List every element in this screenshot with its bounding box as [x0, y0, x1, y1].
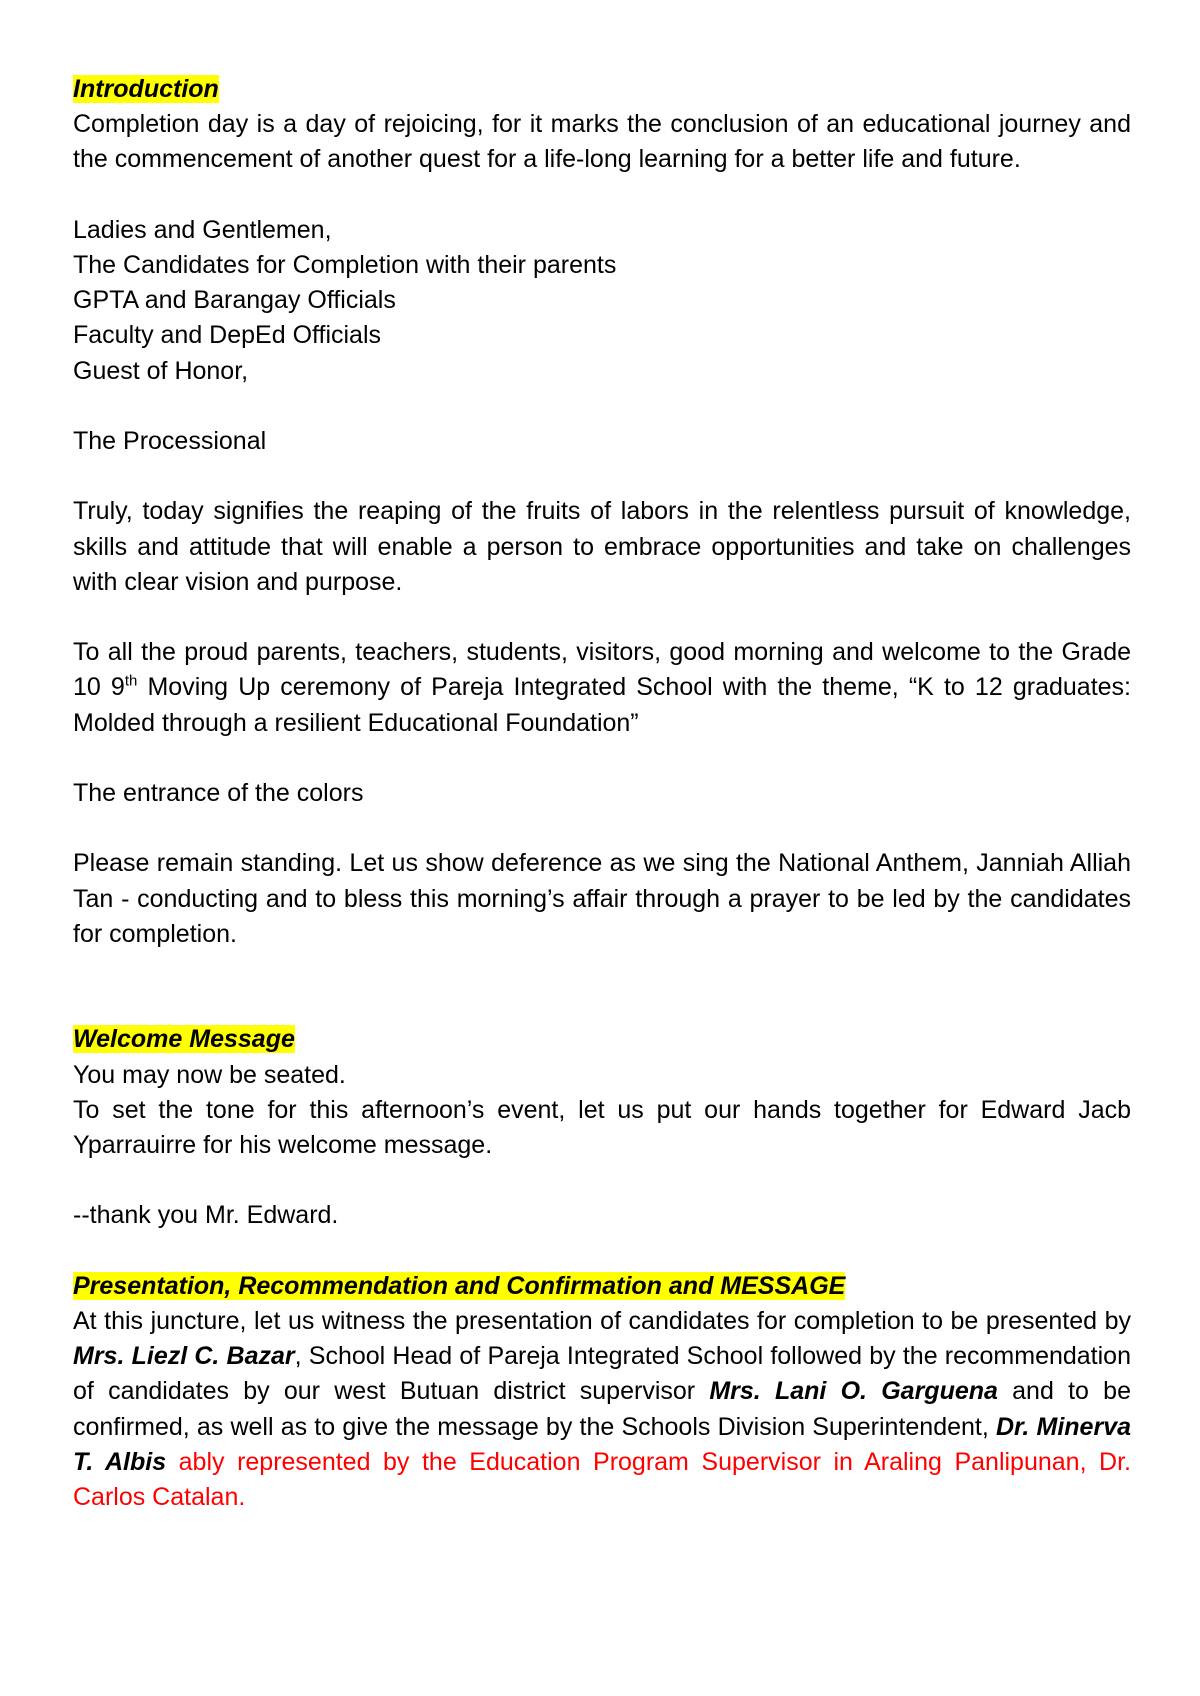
seated-line: You may now be seated.: [73, 1060, 346, 1089]
thanks-line: --thank you Mr. Edward.: [73, 1201, 339, 1230]
representative-text: ably represented by the Education Program Supervisor in Araling Panlipunan, Dr. Carlos Catalan.: [73, 1447, 1132, 1511]
superintendent-name: Dr. Minerva T. Albis: [73, 1412, 1131, 1476]
salutation-item: The Candidates for Completion with their parents: [73, 251, 617, 279]
salutation-item: Guest of Honor,: [73, 356, 249, 385]
presentation-heading-line: [73, 1269, 1131, 1304]
presentation-text-2: , School Head of Pareja Integrated School followed by the recommendation of candidates by our west Butuan district supervisor: [73, 1342, 1131, 1406]
salutation-item: GPTA and Barangay Officials: [73, 286, 396, 315]
ordinal-suffix: th: [124, 673, 138, 691]
presentation-paragraph: [73, 1304, 1131, 1515]
school-head-name: Mrs. Liezl C. Bazar: [73, 1342, 295, 1371]
introduction-heading-line: [73, 72, 1131, 107]
introduction-paragraph: Completion day is a day of rejoicing, for it marks the conclusion of an educational journey and the commencement of another quest for a life-long learning for a better life and future.: [73, 110, 1131, 174]
presentation-text-3: and to be confirmed, as well as to give the message by the Schools Division Superintendent,: [73, 1377, 1131, 1441]
welcome-heading-line: [73, 1022, 1131, 1057]
welcome-text-part2: Moving Up ceremony of Pareja Integrated School with the theme, “K to 12 graduates: Molded through a resilient Educational Foundation”: [73, 673, 1131, 737]
document-page: [73, 72, 1131, 1515]
welcome-text-part1: To all the proud parents, teachers, students, visitors, good morning and welcome to the Grade 10 9: [73, 638, 1131, 702]
welcome-paragraph: [73, 635, 1131, 741]
salutation-item: Faculty and DepEd Officials: [73, 321, 382, 350]
presentation-heading: Presentation, Recommendation and Confirmation and MESSAGE: [73, 1271, 846, 1300]
welcome-message-heading: Welcome Message: [73, 1025, 295, 1054]
tone-paragraph: To set the tone for this afternoon’s event, let us put our hands together for Edward Jacb Yparrauirre for his welcome message.: [73, 1095, 1131, 1159]
colors-line: The entrance of the colors: [73, 778, 364, 807]
presentation-text-1: At this juncture, let us witness the presentation of candidates for completion to be presented by: [73, 1306, 1131, 1335]
introduction-heading: Introduction: [73, 75, 219, 103]
processional-line: The Processional: [73, 427, 267, 455]
truly-paragraph: Truly, today signifies the reaping of the fruits of labors in the relentless pursuit of knowledge, skills and attitude that will enable a person to embrace opportunities and take on challenges with clear vision and purpose.: [73, 497, 1131, 596]
district-supervisor-name: Mrs. Lani O. Garguena: [709, 1377, 998, 1406]
salutation-list: [73, 213, 1131, 389]
anthem-paragraph: Please remain standing. Let us show deference as we sing the National Anthem, Janniah Alliah Tan - conducting and to bless this morning’s affair through a prayer to be led by the candidates for completion.: [73, 849, 1131, 948]
salutation-item: Ladies and Gentlemen,: [73, 215, 332, 244]
